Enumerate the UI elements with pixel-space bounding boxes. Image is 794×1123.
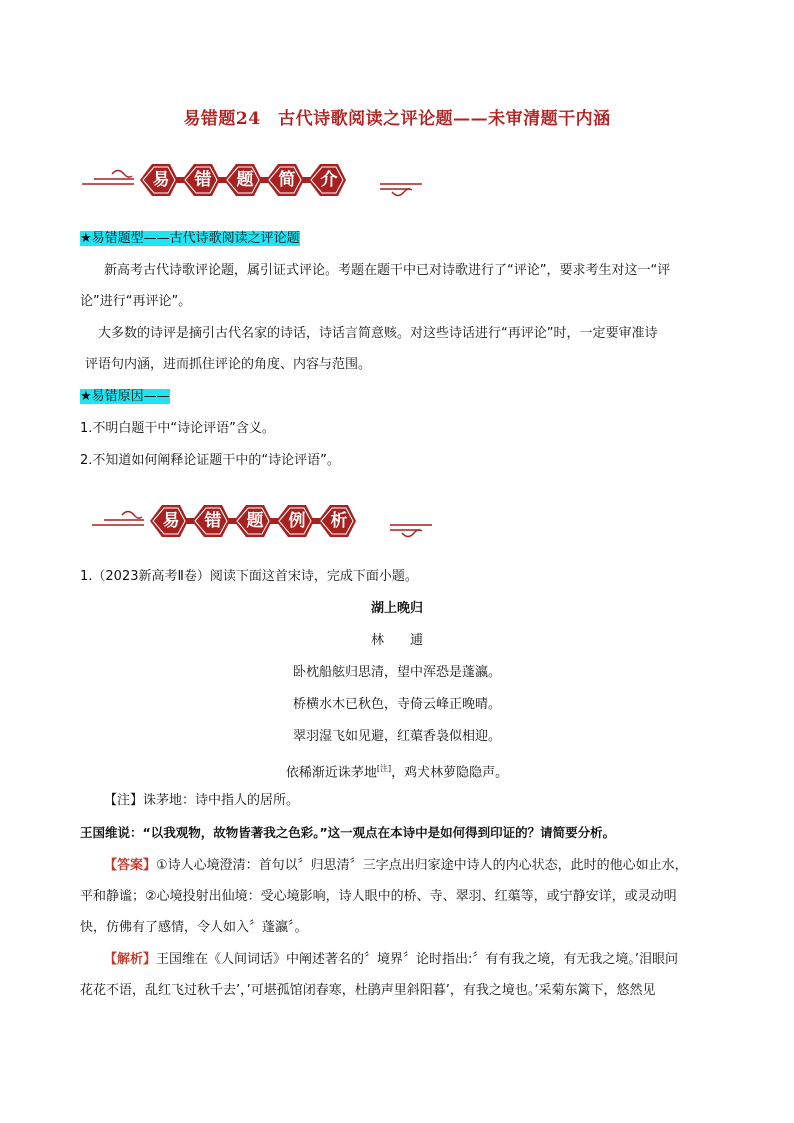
banner1-char: 简 — [278, 170, 296, 190]
question-intro: 1.（2023新高考Ⅱ卷）阅读下面这首宋诗，完成下面小题。 — [80, 569, 418, 584]
banner1-char: 题 — [236, 170, 254, 190]
banner2-char: 题 — [246, 511, 264, 531]
note-text: 诛茅地：诗中指人的居所。 — [143, 793, 300, 808]
analysis-text-1: 王国维在《人间词话》中阐述著名的〞境界〞论时指出:〞有有我之境，有无我之境。’泪眼问 — [156, 952, 679, 967]
poem-author: 林 逋 — [370, 633, 423, 648]
poem-line-1: 卧枕船舷归思清，望中浑恐是蓬瀛。 — [292, 665, 501, 680]
footnote-marker: [注] — [376, 764, 392, 773]
reason-item-2: 2.不知道如何阐释论证题干中的“诗论评语”。 — [80, 453, 340, 468]
banner1-char: 易 — [152, 170, 170, 190]
answer-text-1: ①诗人心境澄清：首句以〞归思清〞三字点出归家途中诗人的内心状态，此时的他心如止水， — [156, 858, 688, 873]
analysis-line-1 — [104, 950, 678, 970]
answer-label: 【答案】 — [104, 858, 157, 873]
poem-note — [104, 791, 299, 811]
banner1-char: 错 — [194, 170, 212, 190]
note-label: 【注】 — [104, 793, 144, 808]
intro-para1-line1: 新高考古代诗歌评论题，属引证式评论。考题在题干中已对诗歌进行了“评论”，要求考生对这一“评 — [104, 263, 671, 278]
answer-line-3: 快，仿佛有了感情，令人如入〞蓬瀛〞。 — [80, 920, 308, 935]
poem-line-3: 翠羽湿飞如见避，红蕖香袅似相迎。 — [292, 729, 501, 744]
reason-heading-text: ★易错原因—— — [80, 389, 170, 404]
type-heading — [80, 229, 300, 249]
banner2-char: 易 — [162, 511, 180, 531]
analysis-line-2: 花花不语，乱红飞过秋千去’，’可堪孤馆闭春寒，杜鹃声里斜阳暮’，有我之境也。’采菊东篱下，悠然见 — [80, 983, 656, 998]
answer-line-2: 平和静谧；②心境投射出仙境：受心境影响，诗人眼中的桥、寺、翠羽、红蕖等，或宁静安详，或灵动明 — [80, 889, 677, 904]
analysis-label: 【解析】 — [104, 952, 157, 967]
example-section-banner — [92, 493, 442, 549]
reason-item-1: 1.不明白题干中“诗论评语”含义。 — [80, 421, 275, 436]
banner2-char: 析 — [330, 511, 348, 531]
poem-line-4-start: 依稀渐近诛茅地 — [285, 765, 377, 781]
poem-title: 湖上晚归 — [370, 601, 423, 616]
banner2-char: 错 — [204, 511, 222, 531]
reason-heading — [80, 387, 170, 407]
intro-para1-line2: 论”进行“再评论”。 — [80, 294, 192, 309]
banner1-char: 介 — [320, 170, 338, 190]
poem-line-4-end: ，鸡犬林萝隐隐声。 — [391, 765, 509, 781]
poem-line-2: 桥横水木已秋色，寺倚云峰正晚晴。 — [292, 697, 501, 712]
intro-para2-line1: 大多数的诗评是摘引古代名家的诗话，诗话言简意赅。对这些诗话进行“再评论”时，一定要审准诗 — [98, 326, 658, 341]
banner2-char: 例 — [288, 511, 306, 531]
intro-section-banner — [82, 152, 432, 208]
page-title: 易错题24 古代诗歌阅读之评论题——未审清题干内涵 — [183, 109, 611, 129]
question-text: 王国维说：“以我观物，故物皆著我之色彩。”这一观点在本诗中是如何得到印证的？请简要分析。 — [80, 825, 616, 840]
poem-line-4 — [0, 759, 794, 783]
answer-line-1 — [104, 856, 688, 876]
intro-para2-line2: 评语句内涵，进而抓住评论的角度、内容与范围。 — [85, 357, 372, 372]
type-heading-text: ★易错题型——古代诗歌阅读之评论题 — [80, 231, 300, 246]
